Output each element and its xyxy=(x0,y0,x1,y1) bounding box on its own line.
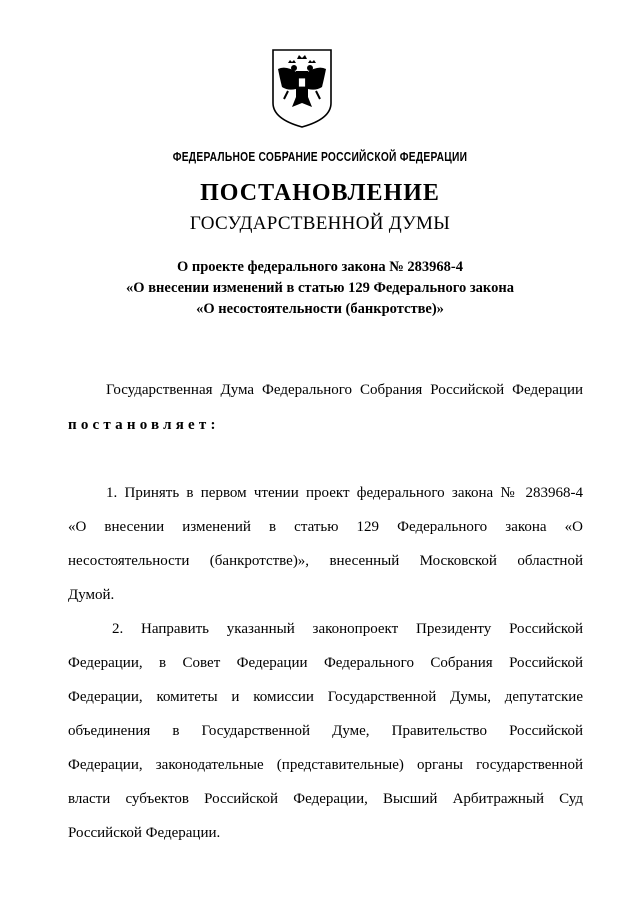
subject-heading xyxy=(0,257,640,320)
paragraph-line: «О внесении изменений в статью 129 Федерального закона «О xyxy=(68,519,583,535)
subject-line: «О внесении изменений в статью 129 Федерального закона xyxy=(126,280,514,296)
paragraph-line: Федерации, законодательные (представительные) органы государственной xyxy=(68,757,583,773)
paragraph-line: власти субъектов Российской Федерации, Высший Арбитражный Суд xyxy=(68,791,583,807)
paragraph-line: Думой. xyxy=(68,587,115,603)
resolves-word: постановляет: xyxy=(68,417,220,433)
paragraph-line: 1. Принять в первом чтении проект федерального закона № 283968-4 xyxy=(106,485,583,501)
paragraph-line: Российской Федерации. xyxy=(68,825,221,841)
organization-name: ФЕДЕРАЛЬНОЕ СОБРАНИЕ РОССИЙСКОЙ ФЕДЕРАЦИИ xyxy=(172,150,468,164)
paragraph-line: Федерации, комитеты и комиссии Государственной Думы, депутатские xyxy=(68,689,583,705)
paragraph-line: 2. Направить указанный законопроект Президенту Российской xyxy=(112,621,583,637)
paragraph-line: объединения в Государственной Думе, Правительство Российской xyxy=(68,723,583,739)
document-title: ПОСТАНОВЛЕНИЕ xyxy=(200,180,440,206)
issuer-name: ГОСУДАРСТВЕННОЙ ДУМЫ xyxy=(189,213,451,234)
subject-line: «О несостоятельности (банкротстве)» xyxy=(196,301,444,317)
intro-line: Государственная Дума Федерального Собрания Российской Федерации xyxy=(106,382,583,398)
item-2-paragraph xyxy=(68,612,583,850)
intro-paragraph xyxy=(68,373,583,407)
paragraph-line: несостоятельности (банкротстве)», внесенный Московской областной xyxy=(68,553,583,569)
item-1-paragraph xyxy=(68,476,583,612)
subject-line: О проекте федерального закона № 283968-4 xyxy=(176,259,464,275)
coat-of-arms-icon xyxy=(270,47,334,129)
paragraph-line: Федерации, в Совет Федерации Федерального Собрания Российской xyxy=(68,655,583,671)
